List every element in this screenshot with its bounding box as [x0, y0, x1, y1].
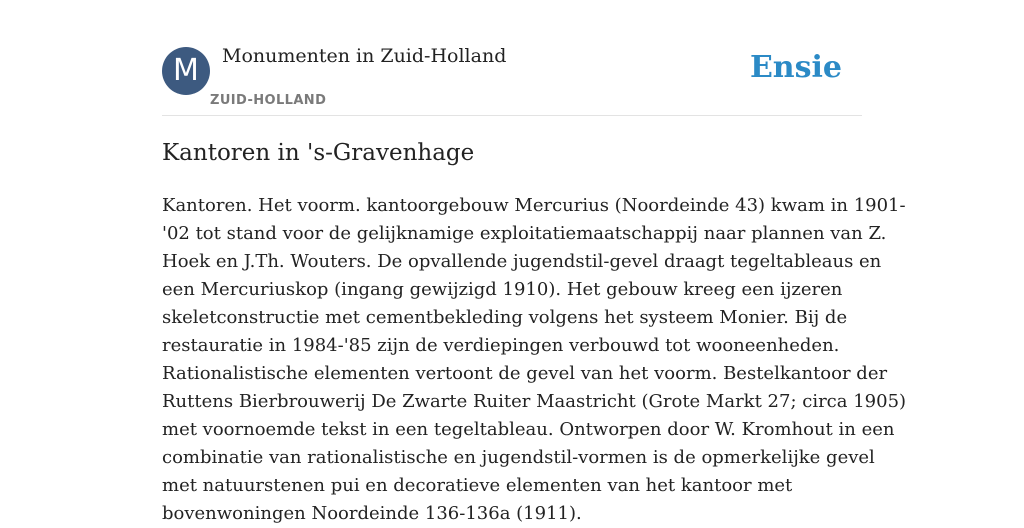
- article-line: Hoek en J.Th. Wouters. De opvallende jugendstil-gevel draagt tegeltableaus en: [162, 251, 882, 272]
- source-subtitle: ZUID-HOLLAND: [210, 93, 327, 108]
- article-title: Kantoren in 's-Gravenhage: [162, 140, 475, 166]
- article-line: restauratie in 1984-'85 zijn de verdiepingen verbouwd tot wooneenheden.: [162, 335, 840, 356]
- article-line: Ruttens Bierbrouwerij De Zwarte Ruiter Maastricht (Grote Markt 27; circa 1905): [162, 391, 907, 412]
- article-line: met natuurstenen pui en decoratieve elementen van het kantoor met: [162, 475, 793, 496]
- article-line: bovenwoningen Noordeinde 136-136a (1911).: [162, 503, 582, 524]
- ensie-logo[interactable]: Ensie: [749, 50, 842, 85]
- source-header: [162, 0, 862, 116]
- article-line: Rationalistische elementen vertoont de gevel van het voorm. Bestelkantoor der: [162, 363, 888, 384]
- article-line: een Mercuriuskop (ingang gewijzigd 1910). Het gebouw kreeg een ijzeren: [162, 279, 843, 300]
- article-line: Kantoren. Het voorm. kantoorgebouw Mercurius (Noordeinde 43) kwam in 1901-: [162, 195, 906, 216]
- source-avatar[interactable]: M: [162, 47, 210, 95]
- source-title[interactable]: Monumenten in Zuid-Holland: [222, 45, 507, 67]
- article-line: skeletconstructie met cementbekleding volgens het systeem Monier. Bij de: [162, 307, 848, 328]
- article-line: '02 tot stand voor de gelijknamige exploitatiemaatschappij naar plannen van Z.: [162, 223, 887, 244]
- article-body: [162, 192, 907, 528]
- article-line: met voornoemde tekst in een tegeltableau. Ontworpen door W. Kromhout in een: [162, 419, 895, 440]
- article-line: combinatie van rationalistische en jugendstil-vormen is de opmerkelijke gevel: [162, 447, 875, 468]
- content-container: [162, 0, 907, 524]
